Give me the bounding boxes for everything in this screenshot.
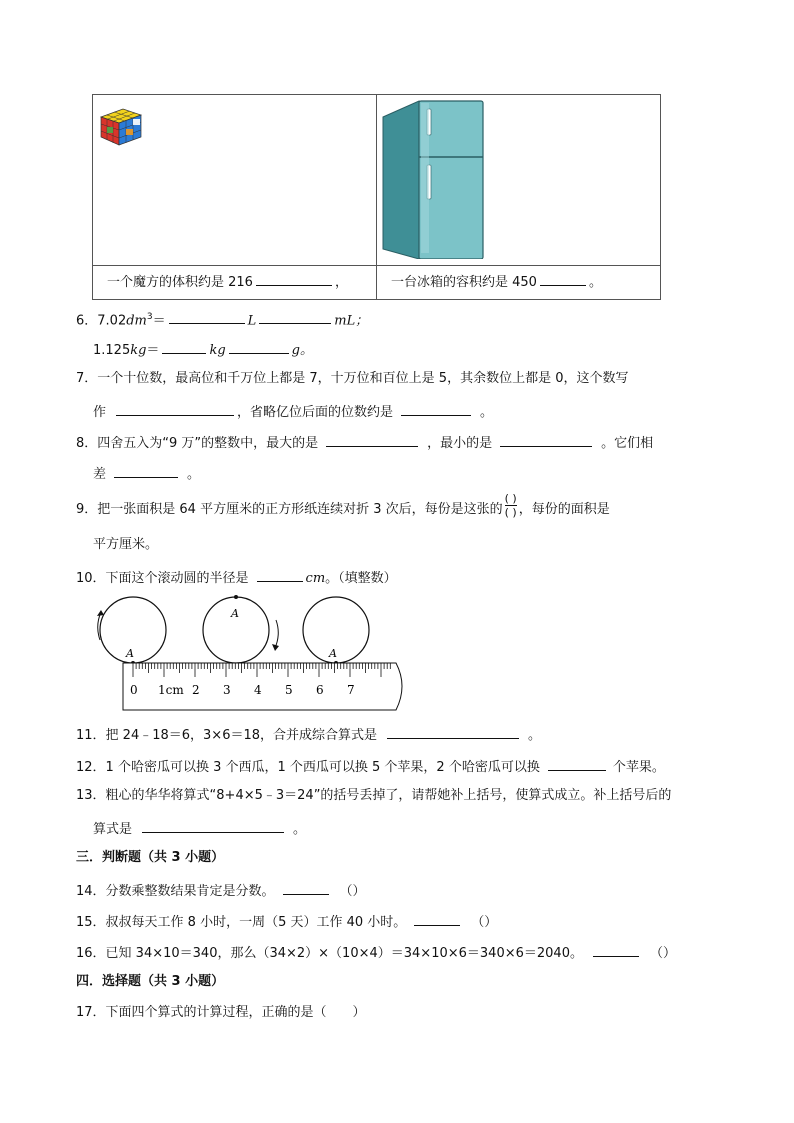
question-16-line — [76, 942, 676, 963]
ruler-label: 4 — [254, 683, 262, 697]
q8-text: ，最小的是 — [427, 436, 493, 451]
punct: 。 — [528, 728, 542, 743]
judge-parens: （） — [471, 915, 498, 930]
punct: ， — [334, 275, 348, 290]
cube-caption — [93, 266, 377, 300]
unit-table — [92, 94, 661, 300]
answer-blank[interactable] — [401, 401, 471, 416]
rotate-arrow-icon — [275, 620, 278, 648]
superscript: 3 — [146, 312, 153, 322]
arrow-head-icon — [272, 644, 279, 651]
question-6-line-2 — [93, 339, 313, 360]
section-4-heading: 四．选择题（共 3 小题） — [76, 974, 225, 989]
ruler-label: 7 — [347, 683, 355, 697]
fridge-caption — [377, 266, 661, 300]
answer-blank[interactable] — [257, 567, 303, 582]
unit: g。 — [291, 343, 313, 358]
q8-text: 8．四舍五入为“9 万”的整数中，最大的是 — [76, 436, 319, 451]
fraction-numerator: ( ) — [504, 492, 517, 505]
q7-text: 作 — [93, 405, 107, 420]
punct: 。 — [187, 467, 201, 482]
unit: kg — [130, 343, 147, 358]
answer-blank[interactable] — [548, 756, 606, 771]
q14-text: 14．分数乘整数结果肯定是分数。 — [76, 884, 275, 899]
answer-blank[interactable] — [256, 271, 332, 286]
question-15-line — [76, 911, 497, 932]
q16-text: 16．已知 34×10＝340，那么（34×2）×（10×4）＝34×10×6＝340×6＝2040。 — [76, 946, 583, 961]
ruler-label: 0 — [130, 683, 138, 697]
q10-text: 。（填整数） — [325, 571, 397, 586]
point-a-label: A — [126, 647, 134, 660]
answer-blank[interactable] — [387, 724, 519, 739]
question-12-line — [76, 756, 665, 777]
judge-parens: （） — [649, 946, 676, 961]
question-8-line-2 — [93, 463, 200, 484]
question-7-line-1: 7．一个十位数，最高位和千万位上都是 7，十万位和百位上是 5，其余数位上都是 0，这个数写 — [76, 371, 629, 386]
punct: 。 — [293, 822, 307, 837]
answer-blank[interactable] — [259, 309, 331, 324]
point-a-label: A — [329, 647, 337, 660]
equals: ＝ — [152, 313, 166, 329]
q11-text: 11．把 24﹣18＝6，3×6＝18，合并成综合算式是 — [76, 728, 378, 743]
question-9-line-2: 平方厘米。 — [93, 537, 159, 552]
answer-blank[interactable] — [500, 432, 592, 447]
fridge-caption-text: 一台冰箱的容积约是 450 — [391, 275, 537, 290]
q6-text: 6．7.02 — [76, 313, 127, 329]
q8-text: 。它们相 — [601, 436, 654, 451]
point-a — [234, 595, 238, 599]
question-9-line-1 — [76, 492, 610, 519]
q12-text: 12．1 个哈密瓜可以换 3 个西瓜，1 个西瓜可以换 5 个苹果，2 个哈密瓜可以换 — [76, 760, 540, 775]
answer-blank[interactable] — [540, 271, 586, 286]
answer-blank[interactable] — [283, 880, 329, 895]
q12-text: 个苹果。 — [612, 760, 665, 775]
unit: dm — [126, 313, 147, 329]
answer-blank[interactable] — [414, 911, 460, 926]
unit: L — [247, 313, 257, 329]
answer-blank[interactable] — [229, 339, 289, 354]
cube-cell — [93, 95, 377, 266]
ruler-label: 6 — [316, 683, 324, 697]
ruler-label: 3 — [223, 683, 231, 697]
equals: ＝ — [146, 343, 160, 358]
refrigerator-icon — [381, 99, 485, 259]
section-3-heading: 三．判断题（共 3 小题） — [76, 850, 225, 865]
unit: mL； — [334, 313, 369, 329]
judge-parens: （） — [339, 884, 366, 899]
question-14-line — [76, 880, 366, 901]
question-7-line-2 — [93, 401, 493, 422]
answer-blank[interactable] — [593, 942, 639, 957]
fridge-cell — [377, 95, 661, 266]
question-6-line-1 — [76, 308, 368, 330]
question-17-line: 17．下面四个算式的计算过程，正确的是（ ） — [76, 1005, 366, 1020]
answer-blank[interactable] — [142, 818, 284, 833]
answer-blank[interactable] — [116, 401, 234, 416]
q15-text: 15．叔叔每天工作 8 小时，一周（5 天）工作 40 小时。 — [76, 915, 407, 930]
q9-text: 9．把一张面积是 64 平方厘米的正方形纸连续对折 3 次后，每份是这张的 — [76, 502, 503, 517]
q10-text: 10．下面这个滚动圆的半径是 — [76, 571, 249, 586]
punct: 。 — [588, 275, 602, 290]
ruler-label: 1cm — [158, 683, 184, 697]
point-a-label: A — [231, 607, 239, 620]
q7-text: ，省略亿位后面的位数约是 — [237, 405, 394, 420]
cube-caption-text: 一个魔方的体积约是 216 — [107, 275, 253, 290]
unit: cm — [305, 571, 326, 586]
question-13-line-2 — [93, 818, 306, 839]
ruler-label: 2 — [192, 683, 200, 697]
ruler-label: 5 — [285, 683, 293, 697]
fraction-denominator: ( ) — [504, 506, 517, 519]
q6-text: 1.125 — [93, 343, 131, 358]
arrow-head-icon — [97, 610, 104, 616]
unit: kg — [209, 343, 226, 358]
rubiks-cube-icon — [97, 103, 145, 149]
question-10-line — [76, 567, 397, 588]
question-11-line — [76, 724, 541, 745]
q8-text: 差 — [93, 467, 107, 482]
answer-blank[interactable] — [326, 432, 418, 447]
question-8-line-1 — [76, 432, 653, 453]
q9-text: ，每份的面积是 — [518, 502, 610, 517]
fraction-blank[interactable] — [505, 492, 517, 519]
q13-text: 算式是 — [93, 822, 133, 837]
answer-blank[interactable] — [162, 339, 206, 354]
question-13-line-1: 13．粗心的华华将算式“8+4×5﹣3＝24”的括号丢掉了，请帮她补上括号，使算式成立。补上括号后的 — [76, 788, 672, 803]
rolling-circle-figure — [88, 594, 418, 712]
answer-blank[interactable] — [114, 463, 178, 478]
punct: 。 — [480, 405, 494, 420]
answer-blank[interactable] — [169, 309, 245, 324]
